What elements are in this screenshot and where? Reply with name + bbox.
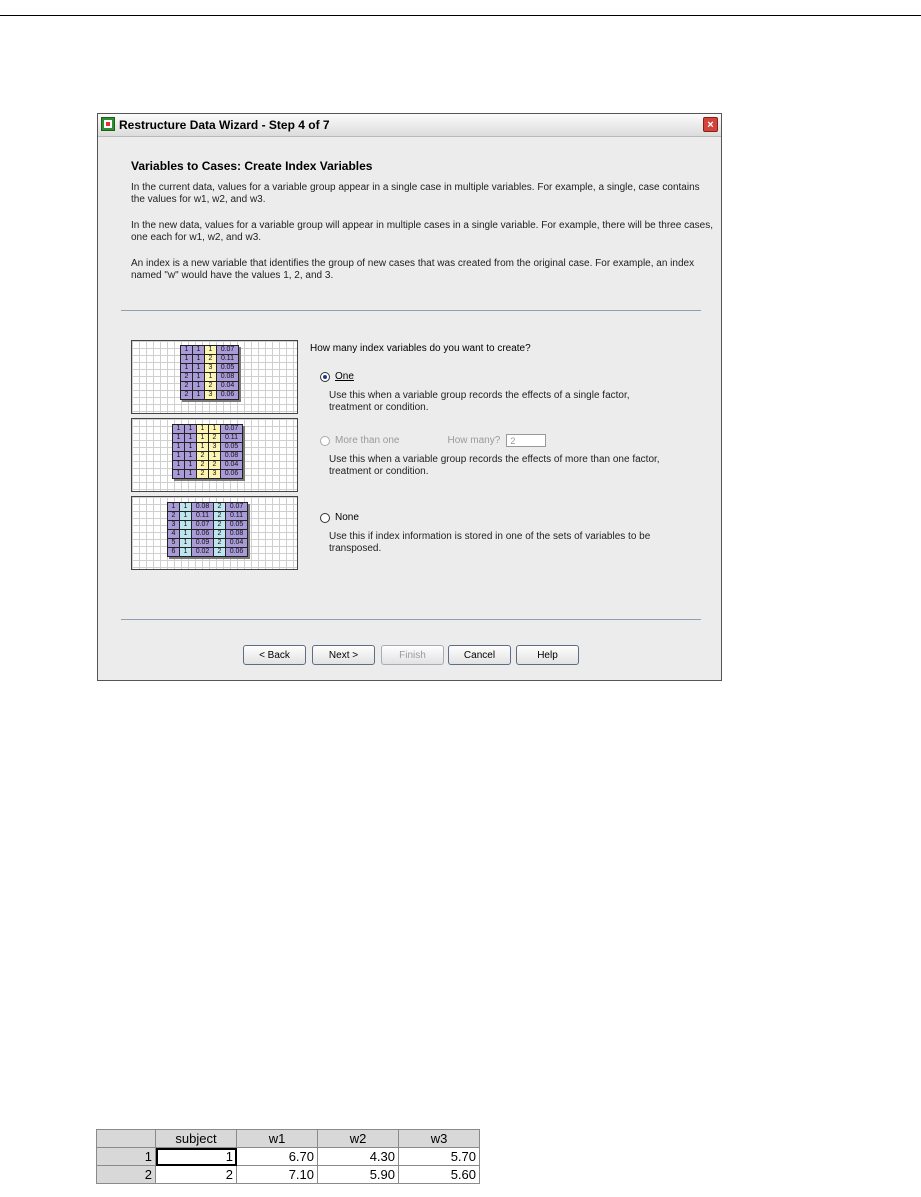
- column-header-w3[interactable]: w3: [399, 1130, 480, 1148]
- option-one[interactable]: [320, 371, 354, 382]
- illustration-none: [131, 496, 298, 570]
- row-header[interactable]: 1: [97, 1148, 156, 1166]
- spss-app-icon: [101, 117, 115, 131]
- grid-cell[interactable]: 4.30: [318, 1148, 399, 1166]
- radio-none[interactable]: [320, 513, 330, 523]
- grid-cell[interactable]: 1: [156, 1148, 237, 1166]
- intro-paragraph-1: In the current data, values for a variable group appear in a single case in multiple variables. For example, a single, case contains the values for w1, w2, and w3.: [131, 182, 700, 205]
- option-none-description: Use this if index information is stored in one of the sets of variables to be transposed.: [329, 531, 651, 554]
- row-header[interactable]: 2: [97, 1166, 156, 1184]
- grid-cell[interactable]: 2: [156, 1166, 237, 1184]
- radio-more-than-one[interactable]: [320, 436, 330, 446]
- separator-bottom: [121, 619, 701, 620]
- option-none[interactable]: [320, 512, 359, 523]
- column-header-w1[interactable]: w1: [237, 1130, 318, 1148]
- table-row: [97, 1148, 480, 1166]
- page-top-rule: [0, 15, 921, 16]
- grid-cell[interactable]: 5.90: [318, 1166, 399, 1184]
- option-more-than-one[interactable]: [320, 434, 546, 447]
- table-row: [97, 1166, 480, 1184]
- cancel-button[interactable]: Cancel: [448, 645, 511, 665]
- title-bar[interactable]: [98, 114, 721, 137]
- grid-cell[interactable]: 5.70: [399, 1148, 480, 1166]
- finish-button[interactable]: Finish: [381, 645, 444, 665]
- option-more-label[interactable]: More than one: [335, 435, 400, 446]
- how-many-label: How many?: [447, 435, 501, 446]
- option-one-label[interactable]: One: [335, 371, 354, 382]
- restructure-wizard-dialog: [97, 113, 722, 681]
- radio-one[interactable]: [320, 372, 330, 382]
- separator-top: [121, 310, 701, 311]
- grid-cell[interactable]: 6.70: [237, 1148, 318, 1166]
- back-button[interactable]: < Back: [243, 645, 306, 665]
- option-more-description: Use this when a variable group records the effects of more than one factor, treatment or condition.: [329, 454, 660, 477]
- next-button[interactable]: Next >: [312, 645, 375, 665]
- intro-paragraph-2: In the new data, values for a variable group will appear in multiple cases in a single variable. For example, there will be three cases, one each for w1, w2, and w3.: [131, 220, 713, 243]
- help-button[interactable]: Help: [516, 645, 579, 665]
- illustration-more-than-one: [131, 418, 298, 492]
- window-title: Restructure Data Wizard - Step 4 of 7: [119, 118, 330, 132]
- close-icon[interactable]: ×: [703, 117, 718, 132]
- grid-cell[interactable]: 7.10: [237, 1166, 318, 1184]
- how-many-input[interactable]: 2: [506, 434, 546, 447]
- option-none-label[interactable]: None: [335, 512, 359, 523]
- intro-paragraph-3: An index is a new variable that identifies the group of new cases that was created from the original case. For example, an index named "w" would have the values 1, 2, and 3.: [131, 258, 695, 281]
- grid-cell[interactable]: 5.60: [399, 1166, 480, 1184]
- illustration-more-table: 1 1 1 1 0.07 1 1 1 2 0.11 1 1 1 3 0.05 1 1 2 1 0.08 1 1 2 2 0.04 1 1 2 3 0.06: [172, 424, 243, 479]
- column-header-w2[interactable]: w2: [318, 1130, 399, 1148]
- column-header-subject[interactable]: subject: [156, 1130, 237, 1148]
- index-count-question: How many index variables do you want to create?: [310, 343, 531, 354]
- data-editor-grid: [96, 1129, 480, 1184]
- grid-corner: [97, 1130, 156, 1148]
- step-heading: Variables to Cases: Create Index Variables: [131, 159, 373, 173]
- illustration-one-table: 1 1 1 0.07 1 1 2 0.11 1 1 3 0.05 2 1 1 0.08 2 1 2 0.04 2 1 3 0.06: [180, 345, 239, 400]
- illustration-none-table: 1 1 0.08 2 0.07 2 1 0.11 2 0.11 3 1 0.07 2 0.05 4 1 0.06 2 0.08 5 1 0.09 2 0.04 6 1 0.02 2 0.06: [167, 502, 248, 557]
- illustration-one: [131, 340, 298, 414]
- option-one-description: Use this when a variable group records the effects of a single factor, treatment or condition.: [329, 390, 630, 413]
